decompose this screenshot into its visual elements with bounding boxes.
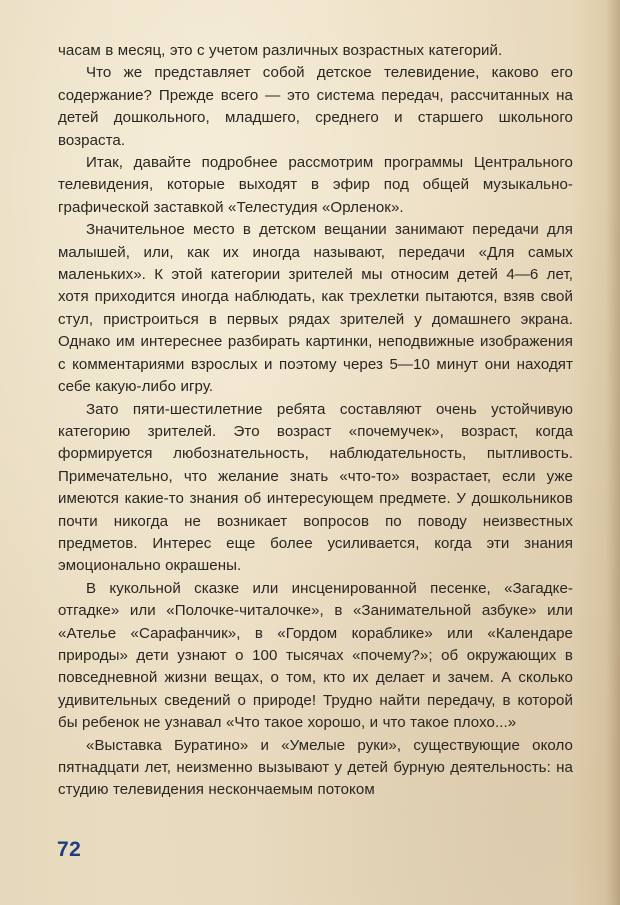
paragraph: Значительное место в детском вещании занимают передачи для малышей, или, как их иногда называют, передачи «Для самых маленьких». К этой категории зрителей мы относим детей 4—6 лет, хотя приходится иногда наблюдать, как трехлетки пытаются, взяв свой стул, пристроиться в первых рядах зрителей у домашнего экрана. Однако им интереснее разбирать картинки, неподвижные изображения с комментариями взрослых и поэтому через 5—10 минут они находят себе какую-либо игру. bbox=[58, 221, 573, 396]
paragraph: Что же представляет собой детское телевидение, каково его содержание? Прежде всего — это система передач, рассчитанных на детей дошкольного, младшего, среднего и старшего школьного возраста. bbox=[58, 64, 573, 149]
paragraph-continuation: часам в месяц, это с учетом различных возрастных категорий. bbox=[58, 42, 503, 59]
body-text bbox=[58, 40, 573, 802]
paragraph: Зато пяти-шестилетние ребята составляют очень устойчивую категорию зрителей. Это возраст «почемучек», возраст, когда формируется любознательность, наблюдательность, пытливость. Примечательно, что желание знать «что-то» возрастает, если уже имеются какие-то знания об интересующем предмете. У дошкольников почти никогда не возникает вопросов по поводу неизвестных предметов. Интерес еще более усиливается, когда эти знания эмоционально окрашены. bbox=[58, 400, 573, 575]
page-edge-shadow bbox=[606, 0, 620, 905]
paragraph: Итак, давайте подробнее рассмотрим программы Центрального телевидения, которые выходят в эфир под общей музыкально-графической заставкой «Телестудия «Орленок». bbox=[58, 154, 573, 216]
paragraph: «Выставка Буратино» и «Умелые руки», существующие около пятнадцати лет, неизменно вызывают у детей бурную деятельность: на студию телевидения нескончаемым потоком bbox=[58, 736, 573, 799]
paragraph: В кукольной сказке или инсценированной песенке, «Загадке-отгадке» или «Полочке-читалочке», в «Занимательной азбуке» или «Ателье «Сарафанчик», в «Гордом кораблике» или «Календаре природы» дети узнают о 100 тысячах «почему?»; об окружающих в повседневной жизни вещах, о том, кто их делает и зачем. А сколько удивительных сведений о природе! Трудно найти передачу, в которой бы ребенок не узнавал «Что такое хорошо, и что такое плохо...» bbox=[58, 579, 573, 732]
page-number: 72 bbox=[57, 838, 82, 861]
